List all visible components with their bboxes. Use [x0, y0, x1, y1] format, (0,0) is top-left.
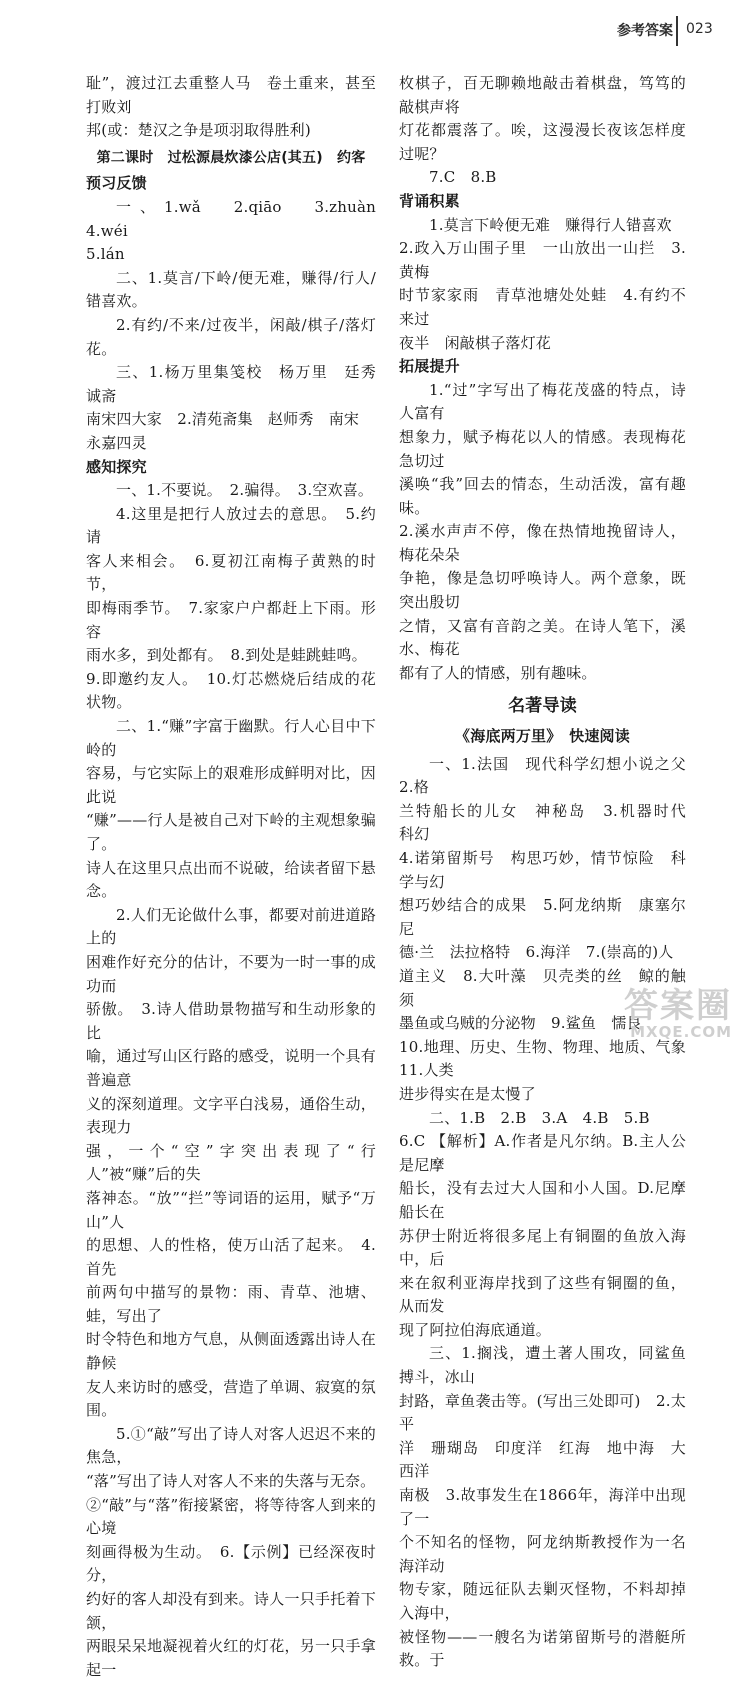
- text-line: 10.地理、历史、生物、物理、地质、气象 11.人类: [399, 1037, 702, 1080]
- text-line: 邦(或：楚汉之争是项羽取得胜利): [86, 121, 311, 140]
- text-line: 三、1.杨万里集笺校 杨万里 廷秀 诚斋: [86, 363, 392, 405]
- text-line: 想象力，赋予梅花以人的情感。表现梅花急切过: [399, 427, 686, 470]
- text-line: 船长，没有去过大人国和小人国。D.尼摩船长在: [399, 1179, 686, 1221]
- section-heading-yuxi: 预习反馈: [86, 174, 147, 193]
- text-line: 南宋四大家 2.清苑斋集 赵师秀 南宋: [86, 410, 360, 429]
- text-line: 进步得实在是太慢了: [399, 1084, 536, 1103]
- text-line: 即梅雨季节。 7.家家户户都赶上下雨。形容: [86, 599, 376, 641]
- text-line: 困难作好充分的估计，不要为一时一事的成功而: [86, 952, 376, 995]
- text-line: 夜半 闲敲棋子落灯花: [399, 333, 552, 352]
- text-line: 二、1.“赚”字富于幽默。行人心目中下岭的: [86, 717, 376, 759]
- text-line: 德·兰 法拉格特 6.海洋 7.(崇高的)人: [399, 943, 674, 962]
- text-line: 灯花都震落了。唉，这漫漫长夜该怎样度过呢？: [399, 121, 686, 163]
- text-line: 5.①“敲”写出了诗人对客人迟迟不来的焦急，: [86, 1424, 376, 1467]
- header-divider: [676, 16, 678, 46]
- text-line: 封路，章鱼袭击等。(写出三处即可) 2.太平: [399, 1391, 686, 1434]
- text-line: 强，一个“空”字突出表现了“行人”被“赚”后的失: [86, 1141, 376, 1184]
- text-line: 客人来相会。 6.夏初江南梅子黄熟的时节，: [86, 551, 376, 594]
- text-line: 4.这里是把行人放过去的意思。 5.约请: [86, 504, 376, 547]
- text-line: 诗人在这里只点出而不说破，给读者留下悬念。: [86, 858, 376, 901]
- text-line: 溪唤“我”回去的情态，生动活泼，富有趣味。: [399, 475, 686, 517]
- text-line: 5.lán: [86, 245, 125, 264]
- text-line: 墨鱼或乌贼的分泌物 9.鲨鱼 懦艮: [399, 1014, 642, 1033]
- text-line: 三、1.搁浅，遭土著人围攻，同鲨鱼搏斗，冰山: [399, 1344, 686, 1387]
- text-line: 义的深刻道理。文字平白浅易，通俗生动，表现力: [86, 1094, 376, 1137]
- text-line: 二、1.B 2.B 3.A 4.B 5.B: [429, 1108, 650, 1127]
- text-line: 被怪物——一艘名为诺第留斯号的潜艇所救。于: [399, 1627, 686, 1670]
- text-line: 骄傲。 3.诗人借助景物描写和生动形象的比: [86, 1000, 376, 1042]
- section-heading-mingzhu: 名著导读: [508, 696, 577, 717]
- text-line: 耻”，渡过江去重整人马 卷土重来，甚至打败刘: [86, 74, 376, 116]
- watermark-text: 答案圈: [624, 986, 732, 1026]
- text-line: 1.莫言下岭便无难 赚得行人错喜欢: [429, 215, 672, 234]
- text-line: 友人来访时的感受，营造了单调、寂寞的氛围。: [86, 1377, 376, 1420]
- text-line: 落神态。“放”“拦”等词语的运用，赋予“万山”人: [86, 1188, 376, 1231]
- text-line: 永嘉四灵: [86, 433, 147, 452]
- watermark-logo: [602, 988, 732, 1044]
- text-line: 个不知名的怪物，阿龙纳斯教授作为一名海洋动: [399, 1533, 686, 1575]
- text-line: 一、1.法国 现代科学幻想小说之父 2.格: [399, 754, 702, 797]
- text-line: 4.诺第留斯号 构思巧妙，情节惊险 科学与幻: [399, 849, 686, 891]
- text-line: 一、1.wǎ 2.qiāo 3.zhuàn 4.wéi: [86, 197, 392, 240]
- text-line: 时令特色和地方气息，从侧面透露出诗人在静候: [86, 1330, 376, 1373]
- header-title: 参考答案: [617, 23, 673, 39]
- text-line: 兰特船长的儿女 神秘岛 3.机器时代 科幻: [399, 801, 702, 844]
- text-line: 都有了人的情感，别有趣味。: [399, 663, 597, 682]
- text-line: 喻，通过写山区行路的感受，说明一个具有普遍意: [86, 1047, 376, 1089]
- text-line: 容易，与它实际上的艰难形成鲜明对比，因此说: [86, 764, 376, 806]
- text-line: 想巧妙结合的成果 5.阿龙纳斯 康塞尔 尼: [399, 896, 702, 938]
- left-column: [86, 72, 392, 1682]
- text-line: 枚棋子，百无聊赖地敲击着棋盘，笃笃的敲棋声将: [399, 74, 686, 116]
- text-line: 时节家家雨 青草池塘处处蛙 4.有约不来过: [399, 286, 686, 328]
- text-line: 之情，又富有音韵之美。在诗人笔下，溪水、梅花: [399, 616, 686, 659]
- text-line: 争艳，像是急切呼唤诗人。两个意象，既突出殷切: [399, 569, 686, 612]
- book-title: 《海底两万里》 快速阅读: [455, 727, 630, 746]
- text-line: 南极 3.故事发生在1866年，海洋中出现了一: [399, 1486, 686, 1528]
- section-heading-ganzhi: 感知探究: [86, 457, 147, 476]
- text-line: 两眼呆呆地凝视着火红的灯花，另一只手拿起一: [86, 1637, 376, 1679]
- text-line: 9.即邀约友人。 10.灯芯燃烧后结成的花状物。: [86, 669, 376, 712]
- text-line: 二、1.莫言/下岭/便无难，赚得/行人/错喜欢。: [86, 268, 376, 311]
- text-line: 2.溪水声声不停，像在热情地挽留诗人，梅花朵朵: [399, 522, 686, 564]
- text-line: ②“敲”与“落”衔接紧密，将等待客人到来的心境: [86, 1495, 376, 1538]
- text-line: 道主义 8.大叶藻 贝壳类的丝 鲸的触须: [399, 966, 686, 1009]
- section-heading-beisong: 背诵积累: [399, 191, 460, 210]
- page-number: 023: [686, 21, 713, 37]
- text-line: 前两句中描写的景物：雨、青草、池塘、蛙，写出了: [86, 1283, 376, 1325]
- text-line: 雨水多，到处都有。 8.到处是蛙跳蛙鸣。: [86, 646, 367, 665]
- watermark-url: MXQE.COM: [630, 1023, 732, 1041]
- text-line: 物专家，随远征队去剿灭怪物，不料却掉入海中，: [399, 1580, 686, 1622]
- text-line: 刻画得极为生动。 6.【示例】已经深夜时分，: [86, 1542, 376, 1585]
- text-line: 6.C 【解析】A.作者是凡尔纳。B.主人公是尼摩: [399, 1132, 686, 1174]
- text-line: 苏伊士附近将很多尾上有铜圈的鱼放入海中，后: [399, 1226, 686, 1269]
- text-line: 2.有约/不来/过夜半，闲敲/棋子/落灯花。: [86, 315, 376, 358]
- text-line: 2.政入万山围子里 一山放出一山拦 3.黄梅: [399, 239, 686, 281]
- text-line: 7.C 8.B: [429, 168, 497, 187]
- text-line: 一、1.不要说。 2.骗得。 3.空欢喜。: [116, 481, 374, 500]
- text-line: 约好的客人却没有到来。诗人一只手托着下颔，: [86, 1590, 376, 1632]
- text-line: “赚”——行人是被自己对下岭的主观想象骗了。: [86, 811, 376, 853]
- section-heading-tuozhan: 拓展提升: [399, 357, 460, 376]
- text-line: 洋 珊瑚岛 印度洋 红海 地中海 大西洋: [399, 1438, 686, 1481]
- text-line: 现了阿拉伯海底通道。: [399, 1320, 552, 1339]
- lesson-title: 第二课时 过松源晨炊漆公店(其五) 约客: [96, 149, 366, 166]
- text-line: 的思想、人的性格，使万山活了起来。 4.首先: [86, 1236, 376, 1278]
- right-column: [399, 72, 702, 1673]
- text-line: “落”写出了诗人对客人不来的失落与无奈。: [86, 1472, 376, 1491]
- text-line: 1.“过”字写出了梅花茂盛的特点，诗人富有: [399, 380, 686, 423]
- text-line: 2.人们无论做什么事，都要对前进道路上的: [86, 905, 376, 948]
- text-line: 来在叙利亚海岸找到了这些有铜圈的鱼，从而发: [399, 1273, 686, 1316]
